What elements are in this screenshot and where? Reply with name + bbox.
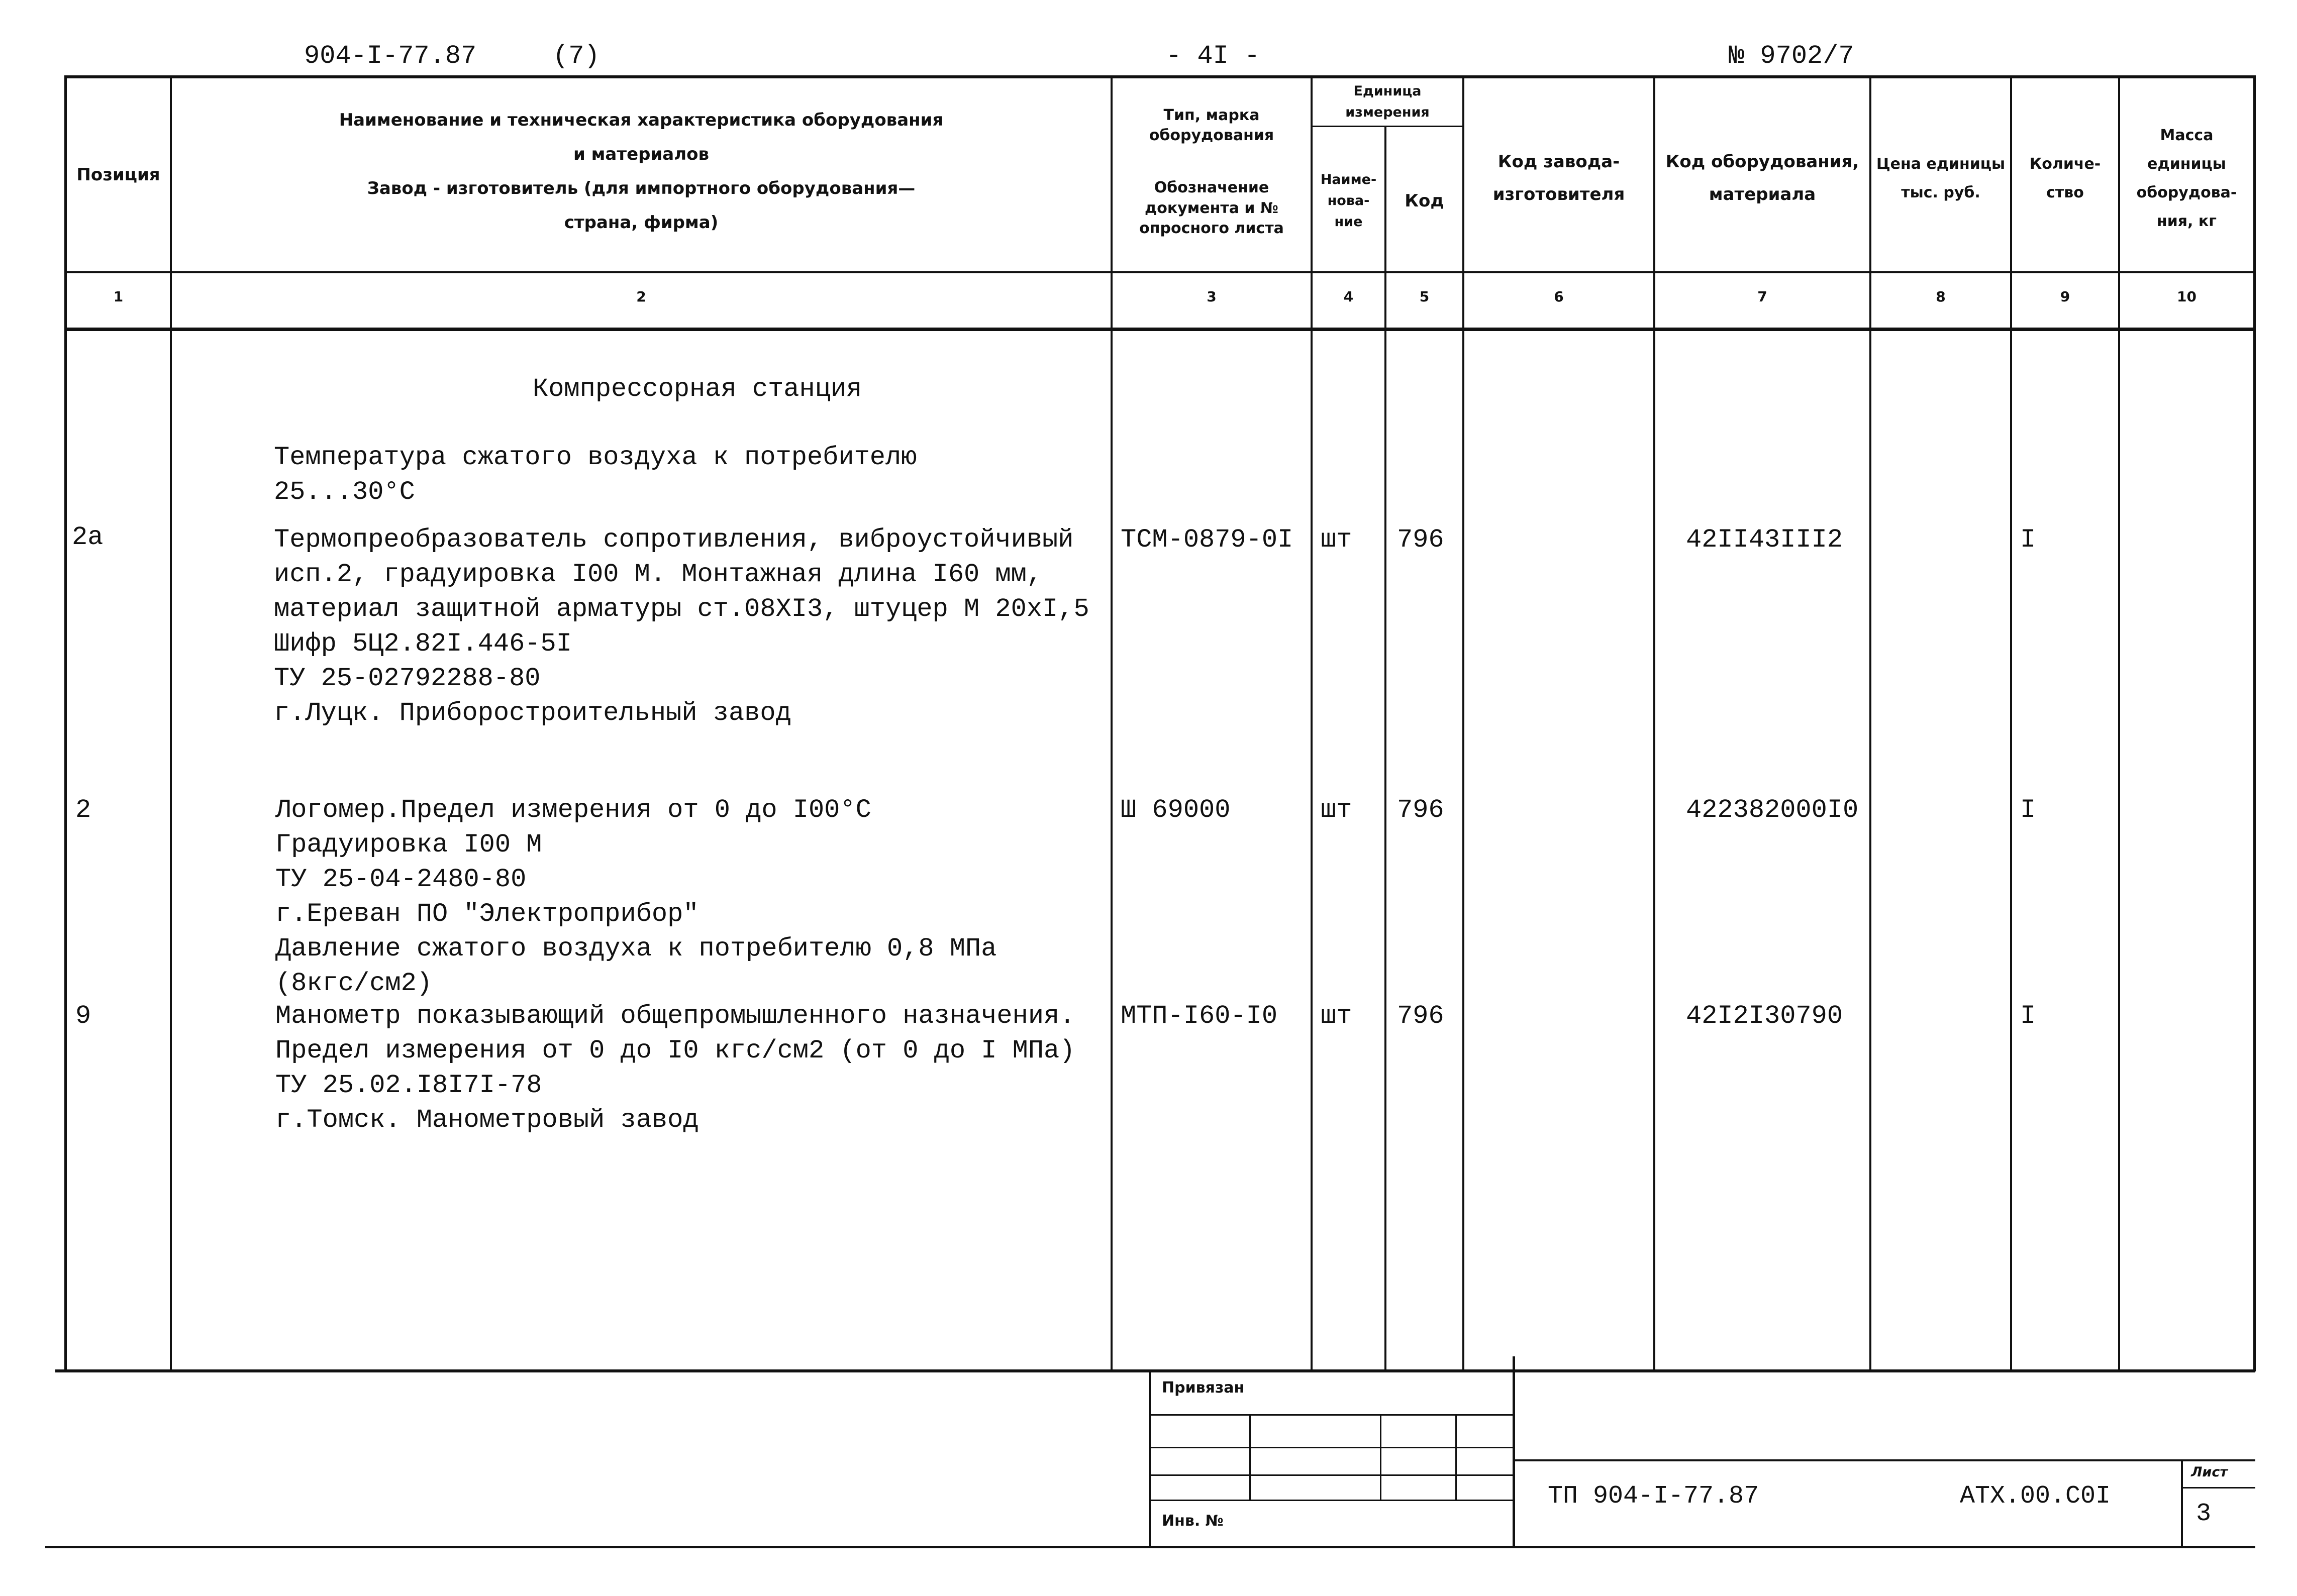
item-2-unit-code: 796	[1397, 795, 1444, 825]
header-separator	[64, 271, 2255, 273]
item-1-line-2: исп.2, градуировка I00 М. Монтажная длина I60 мм,	[274, 560, 1043, 589]
section-title: Компрессорная станция	[533, 374, 862, 404]
subheading-temperature-range: 25...30°С	[274, 477, 415, 507]
sheet-number: 3	[2196, 1500, 2212, 1528]
table-bottom-border	[55, 1369, 2255, 1372]
sheet-box-divider	[2181, 1487, 2255, 1488]
header-document: Обозначение документа и № опросного листа	[1139, 179, 1284, 238]
titleblock-doc-code: ТП 904-I-77.87	[1548, 1482, 1759, 1511]
item-1-line-4: Шифр 5Ц2.82I.446-5I	[274, 629, 572, 659]
stamp-left-border	[1149, 1369, 1151, 1546]
item-2-line-1: Логомер.Предел измерения от 0 до I00°С	[275, 795, 871, 825]
col-border-4	[1311, 75, 1313, 1371]
colnum-3: 3	[1207, 288, 1217, 305]
item-1-description	[274, 522, 1089, 730]
header-quantity: Количе- ство	[2029, 155, 2101, 201]
stamp-inv-label: Инв. №	[1162, 1512, 1224, 1530]
col-border-7	[1653, 75, 1655, 1371]
colnum-8: 8	[1936, 288, 1946, 305]
colnum-4: 4	[1343, 288, 1354, 305]
item-3-unit-code: 796	[1397, 1001, 1444, 1031]
col-border-10	[2118, 75, 2120, 1371]
inventory-number: № 9702/7	[1729, 41, 1854, 71]
item-3-unit: шт	[1321, 1001, 1352, 1031]
col-border-8	[1869, 75, 1871, 1371]
subheading-temperature: Температура сжатого воздуха к потребителю	[274, 443, 917, 472]
item-1-line-5: ТУ 25-02792288-80	[274, 664, 541, 693]
item-3-type: МТП-I60-I0	[1121, 1001, 1278, 1031]
table-top-border	[64, 75, 2255, 78]
item-1-line-1: Термопреобразователь сопротивления, виброустойчивый	[274, 525, 1074, 555]
colnum-10: 10	[2177, 288, 2196, 305]
titleblock-top-border	[1515, 1459, 2255, 1461]
part-number-top: (7)	[553, 41, 600, 71]
stamp-right-border	[1513, 1356, 1515, 1546]
item-3-description	[275, 999, 1075, 1137]
header-name-line-1: Наименование и техническая характеристика оборудования	[339, 110, 944, 130]
item-2-description	[275, 793, 996, 1001]
column-numbers-separator	[64, 328, 2255, 331]
colnum-9: 9	[2060, 288, 2070, 305]
item-3-line-1: Манометр показывающий общепромышленного назначения.	[275, 1001, 1075, 1031]
stamp-grid-line-4	[1151, 1500, 1513, 1501]
stamp-grid-col-3	[1455, 1414, 1457, 1500]
item-2-line-5: Давление сжатого воздуха к потребителю 0,8 МПа	[275, 934, 997, 964]
colnum-2: 2	[636, 288, 646, 305]
header-manufacturer-code: Код завода- изготовителя	[1492, 152, 1625, 204]
item-2-position: 2	[75, 795, 91, 825]
sheet-box-left	[2181, 1459, 2183, 1546]
header-unit-price: Цена единицы тыс. руб.	[1876, 155, 2006, 201]
item-1-quantity: I	[2020, 525, 2036, 555]
header-unit-mass: Масса единицы оборудова- ния, кг	[2136, 127, 2237, 230]
col-border-2	[170, 75, 172, 1371]
item-1-unit: шт	[1321, 525, 1352, 555]
item-2-equipment-code: 422382000I0	[1686, 795, 1859, 825]
item-1-line-3: материал защитной арматуры ст.08ХI3, штуцер М 20хI,5	[274, 594, 1089, 624]
header-name-line-4: страна, фирма)	[564, 212, 719, 233]
header-unit-name: Наиме- нова- ние	[1320, 172, 1377, 230]
col-border-6	[1462, 75, 1464, 1371]
col-border-11	[2253, 75, 2256, 1371]
colnum-5: 5	[1419, 288, 1430, 305]
item-1-unit-code: 796	[1397, 525, 1444, 555]
col-border-5	[1384, 126, 1386, 1371]
header-equipment-code: Код оборудования, материала	[1665, 152, 1859, 204]
item-2-line-3: ТУ 25-04-2480-80	[275, 865, 527, 894]
unit-group-divider	[1311, 126, 1462, 127]
item-2-line-2: Градуировка I00 М	[275, 830, 542, 860]
item-3-quantity: I	[2020, 1001, 2036, 1031]
sheet-label: Лист	[2191, 1464, 2228, 1480]
stamp-bound-label: Привязан	[1162, 1379, 1245, 1397]
stamp-grid-col-1	[1249, 1414, 1251, 1500]
item-3-line-2: Предел измерения от 0 до I0 кгс/см2 (от 0 до I МПа)	[275, 1036, 1075, 1066]
item-1-position: 2а	[72, 522, 104, 552]
item-1-type: ТСМ-0879-0I	[1121, 525, 1293, 555]
item-2-quantity: I	[2020, 795, 2036, 825]
item-2-unit: шт	[1321, 795, 1352, 825]
item-2-type: Ш 69000	[1121, 795, 1231, 825]
header-name-line-3: Завод - изготовитель (для импортного оборудования—	[367, 178, 916, 198]
header-unit-code: Код	[1405, 190, 1444, 211]
item-3-position: 9	[75, 1001, 91, 1031]
item-1-line-6: г.Луцк. Приборостроительный завод	[274, 698, 791, 728]
header-name-block	[172, 103, 1111, 240]
titleblock-drawing-code: АТХ.00.С0I	[1960, 1482, 2111, 1511]
item-2-line-4: г.Ереван ПО "Электроприбор"	[275, 899, 699, 929]
stamp-grid-line-1	[1151, 1414, 1513, 1416]
col-border-3	[1111, 75, 1113, 1371]
header-name-line-2: и материалов	[573, 144, 710, 164]
page-number: - 4I -	[1166, 41, 1260, 71]
item-3-equipment-code: 42I2I30790	[1686, 1001, 1843, 1031]
stamp-grid-line-2	[1151, 1447, 1513, 1448]
colnum-1: 1	[113, 288, 124, 305]
header-type: Тип, марка оборудования	[1149, 106, 1274, 144]
item-2-line-6: (8кгс/см2)	[275, 969, 433, 998]
header-unit-group: Единица измерения	[1345, 83, 1430, 120]
stamp-grid-line-3	[1151, 1474, 1513, 1476]
page-bottom-border	[45, 1546, 2255, 1548]
header-position: Позиция	[76, 164, 160, 185]
item-1-equipment-code: 42II43III2	[1686, 525, 1843, 555]
doc-code-top: 904-I-77.87	[304, 41, 477, 71]
stamp-grid-col-2	[1380, 1414, 1381, 1500]
col-border-9	[2010, 75, 2012, 1371]
item-3-line-3: ТУ 25.02.I8I7I-78	[275, 1071, 542, 1100]
colnum-7: 7	[1757, 288, 1767, 305]
item-3-line-4: г.Томск. Манометровый завод	[275, 1105, 699, 1135]
colnum-6: 6	[1554, 288, 1564, 305]
